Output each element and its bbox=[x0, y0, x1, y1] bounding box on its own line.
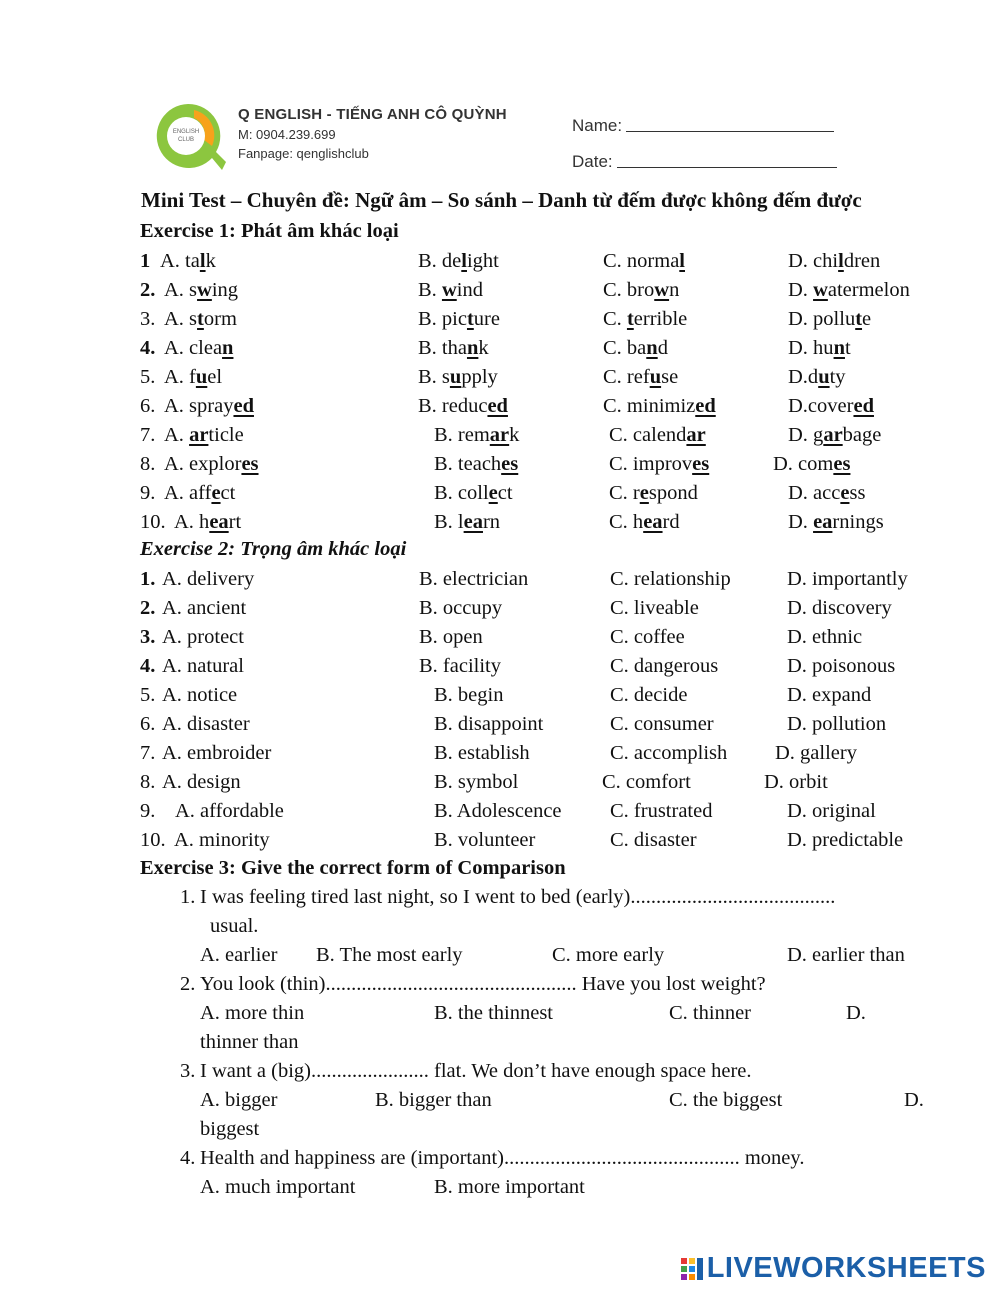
question-text: I want a (big)....................... flat. We don’t have enough space here. bbox=[200, 1060, 752, 1082]
answer-option: D. bbox=[904, 1089, 924, 1111]
underlined-sound: ed bbox=[233, 395, 254, 417]
underlined-sound: w bbox=[441, 279, 457, 301]
liveworksheets-footer bbox=[681, 1252, 986, 1285]
exercise1-row bbox=[0, 482, 1000, 511]
underlined-sound: ar bbox=[489, 424, 510, 446]
option-a: A. fuel bbox=[164, 366, 223, 388]
option-b: B. electrician bbox=[419, 568, 529, 590]
exercise2-row bbox=[0, 597, 1000, 626]
option-b: B. establish bbox=[434, 742, 530, 764]
answer-option: C. the biggest bbox=[669, 1089, 783, 1111]
answer-option: C. thinner bbox=[669, 1002, 751, 1024]
option-a: A. design bbox=[162, 771, 241, 793]
question-number: 6. bbox=[140, 395, 156, 417]
option-a: A. ancient bbox=[162, 597, 247, 619]
option-a: A. notice bbox=[162, 684, 238, 706]
question-number: 7. bbox=[140, 742, 156, 764]
option-d: D. hunt bbox=[788, 337, 851, 359]
question-number: 5. bbox=[140, 684, 156, 706]
exercise2-row bbox=[0, 655, 1000, 684]
worksheet-header bbox=[150, 100, 870, 180]
option-c: C. liveable bbox=[610, 597, 699, 619]
option-b: B. delight bbox=[418, 250, 499, 272]
underlined-sound: t bbox=[466, 308, 474, 330]
option-b: B. symbol bbox=[434, 771, 519, 793]
question-number: 2. bbox=[140, 279, 156, 301]
answer-option: C. more early bbox=[552, 944, 665, 966]
option-b: B. remark bbox=[434, 424, 520, 446]
underlined-sound: ar bbox=[189, 424, 209, 446]
option-d: D.covered bbox=[788, 395, 874, 417]
underlined-sound: t bbox=[197, 308, 204, 330]
option-a: A. delivery bbox=[162, 568, 255, 590]
option-d: D. gallery bbox=[775, 742, 857, 764]
exercise2-row bbox=[0, 568, 1000, 597]
option-c: C. improves bbox=[609, 453, 710, 475]
student-fields bbox=[572, 100, 837, 172]
underlined-sound: l bbox=[679, 250, 685, 272]
option-c: C. comfort bbox=[602, 771, 691, 793]
q-english-logo bbox=[150, 100, 226, 172]
option-a: A. minority bbox=[174, 829, 270, 851]
underlined-sound: ed bbox=[853, 395, 874, 417]
answer-option: B. bigger than bbox=[375, 1089, 492, 1111]
question-number: 3. bbox=[140, 308, 156, 330]
exercise2-heading: Exercise 2: Trọng âm khác loại bbox=[140, 538, 407, 560]
option-b: B. reduced bbox=[418, 395, 508, 417]
option-d: D.duty bbox=[788, 366, 846, 388]
underlined-sound: u bbox=[818, 366, 830, 388]
answer-option: A. more thin bbox=[200, 1002, 305, 1024]
question-number: 2. bbox=[140, 597, 156, 619]
underlined-sound: ed bbox=[487, 395, 508, 417]
question-number: 1 bbox=[140, 250, 151, 272]
exercise1-row bbox=[0, 511, 1000, 540]
underlined-sound: u bbox=[649, 366, 662, 388]
question-number: 4. bbox=[140, 655, 156, 677]
option-c: C. consumer bbox=[610, 713, 714, 735]
underlined-sound: n bbox=[646, 337, 658, 359]
underlined-sound: e bbox=[840, 482, 850, 504]
org-phone: M: 0904.239.699 bbox=[238, 127, 336, 142]
option-c: C. calendar bbox=[609, 424, 706, 446]
underlined-sound: ar bbox=[823, 424, 843, 446]
underlined-sound: ea bbox=[643, 511, 663, 533]
underlined-sound: es bbox=[501, 453, 519, 475]
option-d: D. poisonous bbox=[787, 655, 896, 677]
answer-option: D. earlier than bbox=[787, 944, 905, 966]
exercise1-row bbox=[0, 366, 1000, 395]
question-number: 3. bbox=[180, 1060, 196, 1082]
underlined-sound: ea bbox=[209, 511, 229, 533]
option-b: B. thank bbox=[418, 337, 489, 359]
option-a: A. sprayed bbox=[164, 395, 254, 417]
question-number: 9. bbox=[140, 800, 156, 822]
question-number: 5. bbox=[140, 366, 156, 388]
question-text: Health and happiness are (important).............................................. money. bbox=[200, 1147, 805, 1169]
exercise2-row bbox=[0, 829, 1000, 858]
answer-option: D. bbox=[846, 1002, 866, 1024]
option-a: A. talk bbox=[160, 250, 216, 272]
option-c: C. decide bbox=[610, 684, 688, 706]
option-c: C. respond bbox=[609, 482, 698, 504]
option-d: D. orbit bbox=[764, 771, 828, 793]
date-label: Date: bbox=[572, 152, 613, 171]
underlined-sound: l bbox=[838, 250, 844, 272]
exercise2-row bbox=[0, 771, 1000, 800]
exercise1-row bbox=[0, 453, 1000, 482]
svg-text:CLUB: CLUB bbox=[177, 137, 195, 143]
underlined-sound: ea bbox=[813, 511, 833, 533]
option-d: D. garbage bbox=[788, 424, 882, 446]
option-a: A. natural bbox=[162, 655, 244, 677]
underlined-sound: u bbox=[195, 366, 208, 388]
question-number: 10. bbox=[140, 829, 166, 851]
exercise1-heading: Exercise 1: Phát âm khác loại bbox=[140, 220, 399, 242]
underlined-sound: u bbox=[449, 366, 462, 388]
exercise1-row bbox=[0, 308, 1000, 337]
exercise2-row bbox=[0, 800, 1000, 829]
question-text: I was feeling tired last night, so I went to bed (early)........................................ bbox=[200, 886, 836, 908]
org-info bbox=[238, 106, 507, 161]
page-title: Mini Test – Chuyên đề: Ngữ âm – So sánh – Danh từ đếm được không đếm được bbox=[141, 188, 862, 212]
underlined-sound: es bbox=[241, 453, 259, 475]
option-d: D. watermelon bbox=[788, 279, 910, 301]
option-d: D. importantly bbox=[787, 568, 908, 590]
exercise3-heading: Exercise 3: Give the correct form of Comparison bbox=[140, 857, 566, 879]
underlined-sound: n bbox=[466, 337, 479, 359]
option-c: C. relationship bbox=[610, 568, 731, 590]
date-field[interactable] bbox=[572, 136, 837, 172]
underlined-sound: ar bbox=[686, 424, 706, 446]
exercise2-row bbox=[0, 742, 1000, 771]
org-fanpage: Fanpage: qenglishclub bbox=[238, 146, 369, 161]
underlined-sound: l bbox=[199, 250, 206, 272]
option-c: C. refuse bbox=[603, 366, 679, 388]
option-d: D. ethnic bbox=[787, 626, 863, 648]
svg-text:ENGLISH: ENGLISH bbox=[172, 129, 200, 135]
option-c: C. terrible bbox=[603, 308, 688, 330]
option-b: B. collect bbox=[434, 482, 513, 504]
underlined-sound: e bbox=[211, 482, 221, 504]
option-a: A. explores bbox=[164, 453, 259, 475]
exercise2-row bbox=[0, 713, 1000, 742]
option-d: D. discovery bbox=[787, 597, 892, 619]
option-c: C. band bbox=[603, 337, 668, 359]
option-d: D. children bbox=[788, 250, 881, 272]
answer-option: B. the thinnest bbox=[434, 1002, 554, 1024]
option-b: B. volunteer bbox=[434, 829, 536, 851]
question-number: 7. bbox=[140, 424, 156, 446]
option-d: D. original bbox=[787, 800, 876, 822]
underlined-sound: ed bbox=[695, 395, 716, 417]
option-a: A. affordable bbox=[175, 800, 284, 822]
option-a: A. swing bbox=[164, 279, 239, 301]
option-c: C. accomplish bbox=[610, 742, 728, 764]
underlined-sound: w bbox=[813, 279, 828, 301]
option-b: B. occupy bbox=[419, 597, 503, 619]
question-number: 6. bbox=[140, 713, 156, 735]
question-number: 4. bbox=[180, 1147, 196, 1169]
question-number: 9. bbox=[140, 482, 156, 504]
option-b: B. facility bbox=[419, 655, 501, 677]
underlined-sound: ea bbox=[463, 511, 483, 533]
answer-option: A. bigger bbox=[200, 1089, 278, 1111]
option-d: D. pollute bbox=[788, 308, 872, 330]
question-number: 4. bbox=[140, 337, 156, 359]
exercise1-row bbox=[0, 395, 1000, 424]
answer-option: B. The most early bbox=[316, 944, 463, 966]
option-a: A. article bbox=[164, 424, 244, 446]
option-b: B. Adolescence bbox=[434, 800, 562, 822]
option-d: D. comes bbox=[773, 453, 851, 475]
underlined-sound: es bbox=[692, 453, 710, 475]
underlined-sound: l bbox=[461, 250, 467, 272]
exercise2-row bbox=[0, 626, 1000, 655]
exercise1-row bbox=[0, 337, 1000, 366]
exercise1-row bbox=[0, 424, 1000, 453]
underlined-sound: n bbox=[833, 337, 845, 359]
underlined-sound: es bbox=[833, 453, 851, 475]
question-number: 10. bbox=[140, 511, 166, 533]
liveworksheets-brand: LIVEWORKSHEETS bbox=[706, 1252, 986, 1284]
underlined-sound: t bbox=[626, 308, 634, 330]
exercise1-row bbox=[0, 250, 1000, 279]
option-a: A. clean bbox=[164, 337, 234, 359]
underlined-sound: n bbox=[222, 337, 234, 359]
question-text: You look (thin)................................................. Have you lost weight? bbox=[200, 973, 766, 995]
answer-option: A. earlier bbox=[200, 944, 278, 966]
underlined-sound: t bbox=[855, 308, 863, 330]
option-c: C. dangerous bbox=[610, 655, 719, 677]
option-a: A. disaster bbox=[162, 713, 250, 735]
question-number: 1. bbox=[180, 886, 196, 908]
option-b: B. learn bbox=[434, 511, 501, 533]
option-b: B. picture bbox=[418, 308, 500, 330]
option-c: C. coffee bbox=[610, 626, 685, 648]
option-a: A. embroider bbox=[162, 742, 272, 764]
option-b: B. disappoint bbox=[434, 713, 544, 735]
option-c: C. minimized bbox=[603, 395, 716, 417]
option-a: A. heart bbox=[174, 511, 242, 533]
option-b: B. open bbox=[419, 626, 483, 648]
option-d: D. earnings bbox=[788, 511, 884, 533]
option-b: B. begin bbox=[434, 684, 504, 706]
option-d: D. pollution bbox=[787, 713, 887, 735]
name-label: Name: bbox=[572, 116, 623, 135]
answer-option: A. much important bbox=[200, 1176, 356, 1198]
option-c: C. disaster bbox=[610, 829, 697, 851]
question-number: 8. bbox=[140, 453, 156, 475]
option-c: C. heard bbox=[609, 511, 680, 533]
answer-option-cont: biggest bbox=[200, 1118, 260, 1140]
option-b: B. supply bbox=[418, 366, 498, 388]
option-a: A. protect bbox=[162, 626, 244, 648]
exercise2-row bbox=[0, 684, 1000, 713]
underlined-sound: w bbox=[654, 279, 670, 301]
option-d: D. predictable bbox=[787, 829, 904, 851]
underlined-sound: e bbox=[639, 482, 649, 504]
option-c: C. brown bbox=[603, 279, 680, 301]
question-number: 3. bbox=[140, 626, 156, 648]
date-input-line[interactable] bbox=[617, 167, 837, 168]
option-b: B. wind bbox=[418, 279, 483, 301]
underlined-sound: w bbox=[197, 279, 212, 301]
answer-option-cont: thinner than bbox=[200, 1031, 299, 1053]
exercise1-row bbox=[0, 279, 1000, 308]
option-a: A. affect bbox=[164, 482, 236, 504]
option-c: C. frustrated bbox=[610, 800, 713, 822]
question-number: 8. bbox=[140, 771, 156, 793]
question-number: 1. bbox=[140, 568, 156, 590]
liveworksheets-icon bbox=[681, 1258, 703, 1280]
name-input-line[interactable] bbox=[626, 131, 834, 132]
option-d: D. access bbox=[788, 482, 866, 504]
question-number: 2. bbox=[180, 973, 196, 995]
option-c: C. normal bbox=[603, 250, 685, 272]
option-d: D. expand bbox=[787, 684, 872, 706]
option-b: B. teaches bbox=[434, 453, 519, 475]
option-a: A. storm bbox=[164, 308, 237, 330]
org-name: Q ENGLISH - TIẾNG ANH CÔ QUỲNH bbox=[238, 106, 507, 123]
underlined-sound: e bbox=[488, 482, 498, 504]
answer-option: B. more important bbox=[434, 1176, 585, 1198]
question-text-cont: usual. bbox=[210, 915, 259, 937]
name-field[interactable] bbox=[572, 100, 837, 136]
